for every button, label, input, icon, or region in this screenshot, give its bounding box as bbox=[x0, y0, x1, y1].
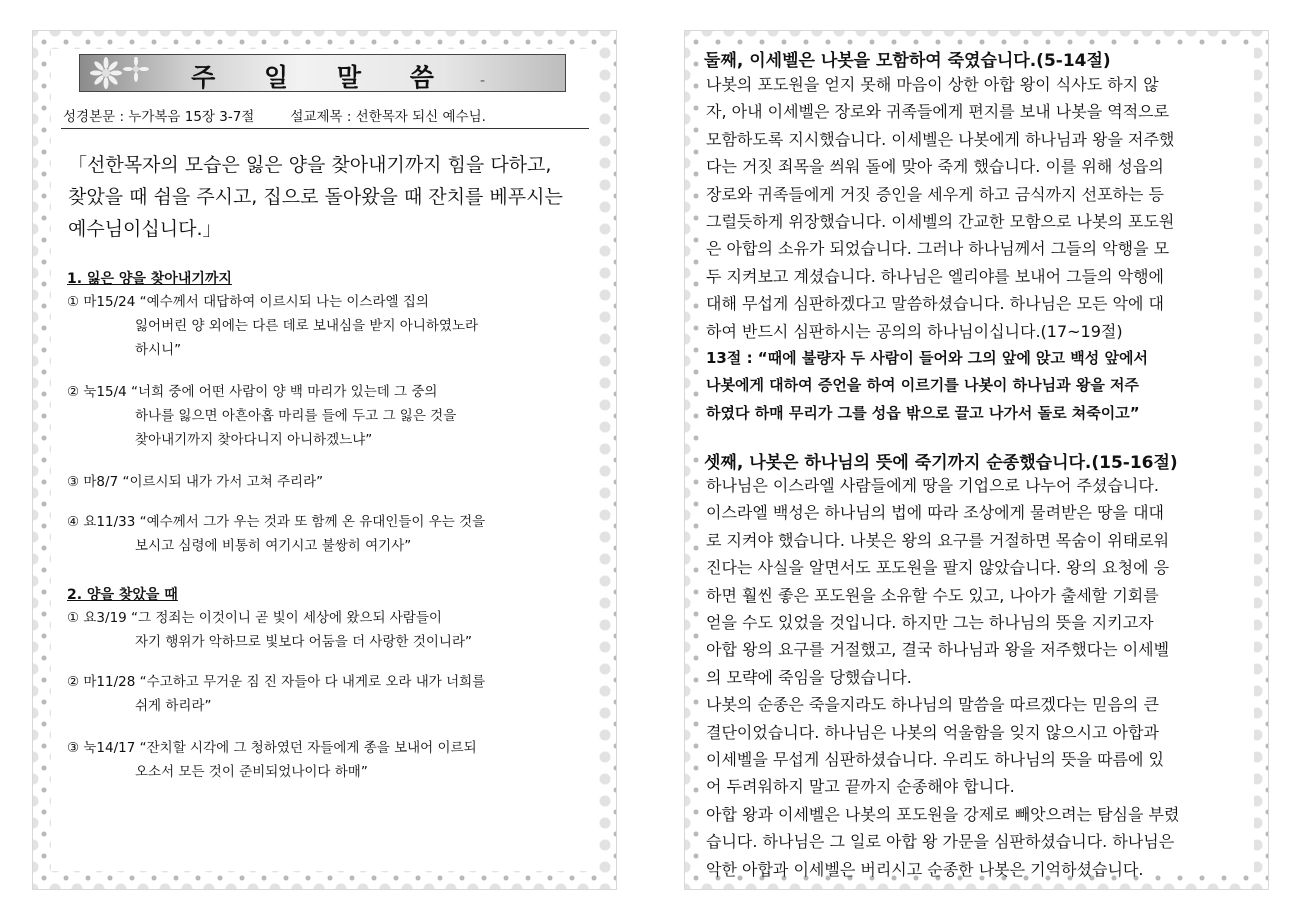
verse-line: 보시고 심령에 비통히 여기시고 불쌍히 여기사” bbox=[135, 538, 412, 554]
section1-verse-1 bbox=[67, 290, 582, 362]
summary-line: 「선한목자의 모습은 잃은 양을 찾아내기까지 힘을 다하고, bbox=[68, 154, 552, 176]
verse-line: 오소서 모든 것이 준비되었나이다 하매” bbox=[135, 764, 368, 780]
verse-line: 13절 : “때에 불량자 두 사람이 들어와 그의 앞에 앉고 백성 앞에서 bbox=[706, 349, 1148, 367]
verse-line: ③ 눅14/17 “잔치할 시각에 그 청하였던 자들에게 종을 보내어 이르되 bbox=[67, 740, 477, 756]
body-line: 이스라엘 백성은 하나님의 법에 따라 조상에게 물려받은 땅을 대대 bbox=[706, 503, 1165, 523]
verse-line: 찾아내기까지 찾아다니지 아니하겠느냐” bbox=[135, 432, 373, 448]
verse-line: ② 눅15/4 “너희 중에 어떤 사람이 양 백 마리가 있는데 그 중의 bbox=[67, 384, 438, 400]
body-line: 대해 무섭게 심판하겠다고 말씀하셨습니다. 하나님은 모든 악에 대 bbox=[706, 294, 1165, 314]
verse-line: ③ 마8/7 “이르시되 내가 가서 고쳐 주리라” bbox=[67, 474, 324, 490]
point3-body bbox=[706, 472, 1246, 883]
verse-line: ① 마15/24 “예수께서 대답하여 이르시되 나는 이스라엘 집의 bbox=[67, 294, 429, 310]
body-line: 하면 훨씬 좋은 포도원을 소유할 수도 있고, 나아가 출세할 기회를 bbox=[706, 585, 1159, 605]
body-line: 로 지켜야 했습니다. 나봇은 왕의 요구를 거절하면 목숨이 위태로워 bbox=[706, 530, 1170, 550]
body-line: 아합 왕과 이세벨은 나봇의 포도원을 강제로 빼앗으려는 탐심을 부렸 bbox=[706, 804, 1180, 824]
section2-verse-2 bbox=[67, 670, 582, 718]
summary-line: 찾았을 때 쉼을 주시고, 집으로 돌아왔을 때 잔치를 베푸시는 bbox=[68, 186, 563, 208]
section2-heading: 2. 양을 찾았을 때 bbox=[67, 587, 178, 603]
body-line: 모함하도록 지시했습니다. 이세벨은 나봇에게 하나님과 왕을 저주했 bbox=[706, 129, 1175, 149]
body-line: 이세벨을 무섭게 심판하셨습니다. 우리도 하나님의 뜻을 따름에 있 bbox=[706, 750, 1165, 770]
verse-line: 나봇에게 대하여 증언을 하여 이르기를 나봇이 하나님과 왕을 저주 bbox=[706, 376, 1140, 395]
section1-heading: 1. 잃은 양을 찾아내기까지 bbox=[67, 271, 232, 287]
section1-verse-2 bbox=[67, 380, 582, 452]
sermon-title: 설교제목 : 선한목자 되신 예수님. bbox=[290, 109, 486, 125]
body-line: 습니다. 하나님은 그 일로 아합 왕 가문을 심판하셨습니다. 하나님은 bbox=[706, 832, 1175, 852]
verse-line: 자기 행위가 악하므로 빛보다 어둠을 더 사랑한 것이니라” bbox=[135, 634, 472, 650]
verse-line: ④ 요11/33 “예수께서 그가 우는 것과 또 함께 온 유대인들이 우는 것을 bbox=[67, 514, 486, 530]
body-line: 그럴듯하게 위장했습니다. 이세벨의 간교한 모함으로 나봇의 포도원 bbox=[706, 212, 1175, 232]
body-line: 결단이었습니다. 하나님은 나봇의 억울함을 잊지 않으시고 아합과 bbox=[706, 722, 1159, 742]
body-line: 나봇의 순종은 죽을지라도 하나님의 말씀을 따르겠다는 믿음의 큰 bbox=[706, 695, 1159, 715]
verse-line: 잃어버린 양 외에는 다른 데로 보내심을 받지 아니하였노라 bbox=[135, 318, 479, 334]
body-line: 진다는 사실을 알면서도 포도원을 팔지 않았습니다. 왕의 요청에 응 bbox=[706, 558, 1170, 578]
body-line: 얻을 수도 있었을 것입니다. 하지만 그는 하나님의 뜻을 지키고자 bbox=[706, 613, 1154, 633]
body-line: 자, 아내 이세벨은 장로와 귀족들에게 편지를 보내 나봇을 역적으로 bbox=[706, 102, 1170, 122]
point3-heading: 셋째, 나봇은 하나님의 뜻에 죽기까지 순종했습니다.(15-16절) bbox=[704, 453, 1178, 473]
body-line: 아합 왕의 요구를 거절했고, 결국 하나님과 왕을 저주했다는 이세벨 bbox=[706, 640, 1170, 660]
section2-verse-1 bbox=[67, 606, 582, 654]
body-line: 의 모략에 죽임을 당했습니다. bbox=[706, 667, 912, 687]
point2-heading: 둘째, 이세벨은 나봇을 모함하여 죽였습니다.(5-14절) bbox=[704, 51, 1111, 71]
meta-divider bbox=[61, 128, 589, 129]
body-line: 두 지켜보고 계셨습니다. 하나님은 엘리야를 보내어 그들의 악행에 bbox=[706, 266, 1165, 286]
section1-verse-4 bbox=[67, 510, 582, 558]
body-line: 악한 아합과 이세벨은 버리시고 순종한 나봇은 기억하셨습니다. bbox=[706, 859, 1144, 879]
section1-verse-3 bbox=[67, 470, 582, 494]
body-line: 나봇의 포도원을 얻지 못해 마음이 상한 아합 왕이 식사도 하지 않 bbox=[706, 75, 1159, 94]
verse-line: ① 요3/19 “그 정죄는 이것이니 곧 빛이 세상에 왔으되 사람들이 bbox=[67, 610, 442, 626]
section2-verse-3 bbox=[67, 736, 582, 784]
verse-line: 쉬게 하리라” bbox=[135, 698, 212, 714]
body-line: 장로와 귀족들에게 거짓 증인을 세우게 하고 금식까지 선포하는 등 bbox=[706, 184, 1165, 204]
verse-line: 하였다 하매 무리가 그를 성읍 밖으로 끌고 나가서 돌로 쳐죽이고” bbox=[706, 403, 1140, 422]
sermon-meta bbox=[63, 105, 583, 125]
body-line: 하여 반드시 심판하시는 공의의 하나님이십니다.(17~19절) bbox=[706, 321, 1123, 341]
body-line: 하나님은 이스라엘 사람들에게 땅을 기업으로 나누어 주셨습니다. bbox=[706, 476, 1159, 495]
verse-line: ② 마11/28 “수고하고 무거운 짐 진 자들아 다 내게로 오라 내가 너희를 bbox=[67, 674, 486, 690]
point2-body bbox=[706, 71, 1246, 345]
summary-line: 예수님이십니다.」 bbox=[68, 218, 222, 240]
title-banner bbox=[79, 54, 566, 92]
sermon-summary bbox=[68, 149, 578, 245]
scripture-reference: 성경본문 : 누가복음 15장 3-7절 bbox=[63, 109, 255, 125]
verse-line: 하시니” bbox=[135, 342, 182, 358]
verse-line: 하나를 잃으면 아흔아홉 마리를 들에 두고 그 잃은 것을 bbox=[135, 408, 457, 424]
title-dash-mark: - bbox=[479, 73, 485, 89]
body-line: 다는 거짓 죄목을 씌워 돌에 맞아 죽게 했습니다. 이를 위해 성읍의 bbox=[706, 157, 1164, 177]
point2-verse-quote bbox=[706, 345, 1246, 427]
body-line: 어 두려워하지 말고 끝까지 순종해야 합니다. bbox=[706, 777, 1015, 797]
page-title: 주 일 말 씀 bbox=[191, 63, 454, 92]
body-line: 은 아합의 소유가 되었습니다. 그러나 하나님께서 그들의 악행을 모 bbox=[706, 239, 1170, 259]
